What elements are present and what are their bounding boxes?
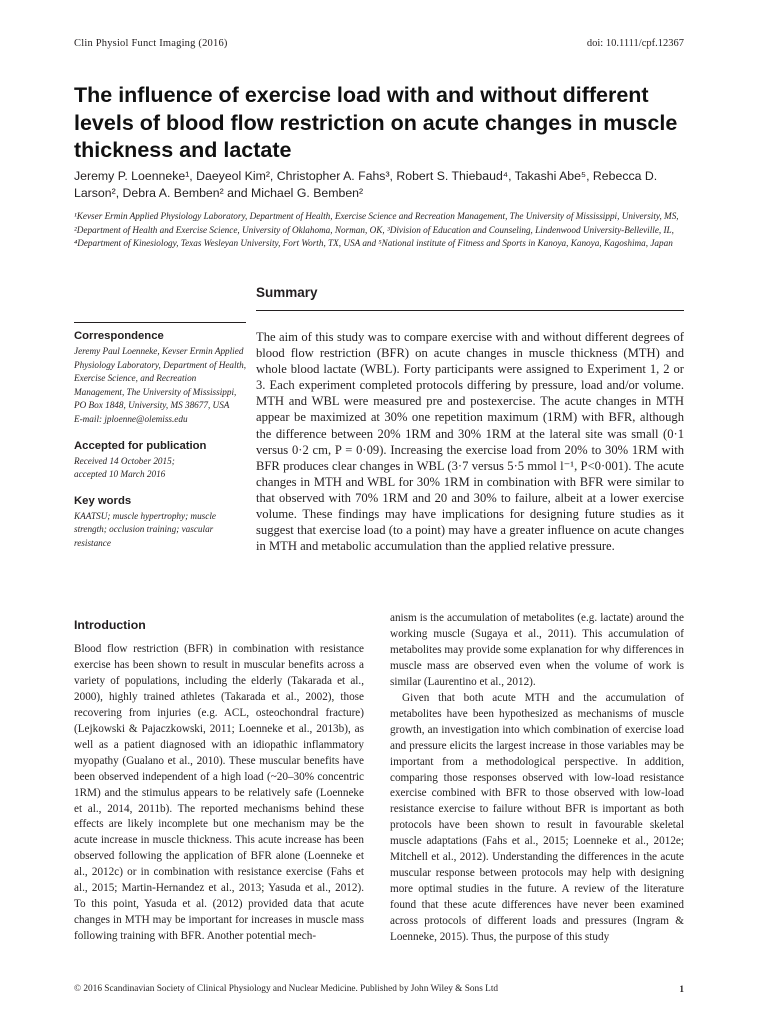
keywords-heading: Key words bbox=[74, 494, 132, 507]
author-list: Jeremy P. Loenneke¹, Daeyeol Kim², Christopher A. Fahs³, Robert S. Thiebaud⁴, Takashi Abe⁵, Rebecca D. Larson², Debra A. Bemben² and Michael G. Bemben² bbox=[74, 169, 658, 200]
page-number: 1 bbox=[679, 985, 684, 995]
summary-rule bbox=[256, 310, 684, 311]
correspondence-email[interactable]: E-mail: jploenne@olemiss.edu bbox=[74, 413, 188, 424]
accepted-date: accepted 10 March 2016 bbox=[74, 469, 166, 480]
summary-heading: Summary bbox=[256, 285, 318, 300]
keywords-text: KAATSU; muscle hypertrophy; muscle strength; occlusion training; vascular resistance bbox=[74, 510, 216, 548]
introduction-column-left bbox=[74, 642, 364, 945]
affiliations: ¹Kevser Ermin Applied Physiology Laboratory, Department of Health, Exercise Science and Recreation Management, The University of Mississippi, University, MS, ²Department of Health and Exercise Science, University of Oklahoma, Norman, OK, ³Division of Education and Counseling, Lindenwood University-Belleville, IL, ⁴Department of Kinesiology, Texas Wesleyan University, Fort Worth, TX, USA and ⁵National institute of Fitness and Sports in Kanoya, Kanoya, Kagoshima, Japan bbox=[74, 211, 679, 248]
copyright-footer: © 2016 Scandinavian Society of Clinical Physiology and Nuclear Medicine. Published by John Wiley & Sons Ltd bbox=[74, 984, 499, 994]
introduction-heading: Introduction bbox=[74, 618, 146, 632]
sidebar-rule bbox=[74, 322, 246, 323]
introduction-paragraph: Given that both acute MTH and the accumulation of metabolites have been hypothesized as mechanisms of muscle growth, an investigation into which combination of exercise load and pressure elicits the largest increase in those variables may be important from a methodological perspective. In addition, comparing those responses observed with low-load resistance exercise combined with BFR to those observed with low-load resistance exercise to failure without BFR is important as both protocols have been shown to result in favourable skeletal muscle adaptations (Fahs et al., 2015; Loenneke et al., 2012e; Mitchell et al., 2012). Understanding the differences in the acute muscular response between protocols may help with designing more optimal studies in the future. A review of the literature found that these acute differences have never been examined across protocols of different loads and pressures (Ingram & Loenneke, 2015). Thus, the purpose of this study bbox=[390, 691, 684, 944]
correspondence-heading: Correspondence bbox=[74, 330, 164, 342]
correspondence-text: Jeremy Paul Loenneke, Kevser Ermin Applied Physiology Laboratory, Department of Health, Exercise Science, and Recreation Management, The University of Mississippi, PO Box 1848, University, MS 38677, USA bbox=[74, 346, 246, 411]
introduction-paragraph: Blood flow restriction (BFR) in combination with resistance exercise has been shown to result in muscular benefits across a variety of populations, including the elderly (Takarada et al., 2000), highly trained athletes (Takarada et al., 2002), those recovering from injuries (e.g. ACL, osteochondral fracture) (Lejkowski & Pajaczkowski, 2011; Loenneke et al., 2013b), as well as a patient diagnosed with an idiopathic inflammatory myopathy (Gualano et al., 2010). These muscular benefits have been observed independent of a high load (~20–30% concentric 1RM) and the stimulus appears to be relatively safe (Loenneke et al., 2014, 2011b). The reported mechanisms behind these effects are likely incomplete but one mechanism may be the acute increase in muscle thickness. This acute increase has been observed following the application of BFR alone (Loenneke et al., 2012c) or in combination with resistance exercise (Fahs et al., 2015; Martin-Hernandez et al., 2013; Yasuda et al., 2012). To this point, Yasuda et al. (2012) provided data that acute changes in MTH may be important for increases in muscle mass following training with BFR. Another potential mech- bbox=[74, 643, 364, 943]
abstract-text: The aim of this study was to compare exercise with and without different degrees of blood flow restriction (BFR) on acute changes in muscle thickness (MTH) and whole blood lactate (WBL). Forty participants were assigned to Experiment 1, 2 or 3. Each experiment completed protocols differing by pressure, load and/or volume. MTH and WBL were measured pre and postexercise. The acute changes in MTH appear be maximized at 30% one repetition maximum (1RM) with BFR, although the difference between 20% 1RM and 30% 1RM at the lateral site was small (0·1 versus 0·2 cm, P = 0·09). Increasing the exercise load from 20% to 30% 1RM with BFR produces clear changes in WBL (3·7 versus 5·5 mmol l⁻¹, P<0·001). The acute changes in MTH and WBL for 30% 1RM in combination with BFR were similar to that observed with 70% 1RM and 20 and 30% to failure, albeit at a lower exercise volume. These findings may have implications for designing future studies as it suggest that exercise load (to a point) may have a greater influence on acute changes in MTH and metabolic accumulation than the applied relative pressure. bbox=[256, 330, 684, 554]
article-title: The influence of exercise load with and without different levels of blood flow restriction on acute changes in muscle thickness and lactate bbox=[74, 83, 678, 162]
introduction-column-right bbox=[390, 611, 684, 946]
article-sidebar bbox=[74, 329, 246, 563]
accepted-heading: Accepted for publication bbox=[74, 439, 207, 452]
journal-running-head: Clin Physiol Funct Imaging (2016) bbox=[74, 38, 228, 49]
doi-label: doi: 10.1111/cpf.12367 bbox=[586, 38, 684, 49]
introduction-paragraph: anism is the accumulation of metabolites (e.g. lactate) around the working muscle (Sugaya et al., 2011). This accumulation of metabolites may provide some explanation for why differences in muscle mass are observed even when the volume of work is similar (Laurentino et al., 2012). bbox=[390, 612, 684, 688]
received-date: Received 14 October 2015; bbox=[74, 455, 175, 466]
